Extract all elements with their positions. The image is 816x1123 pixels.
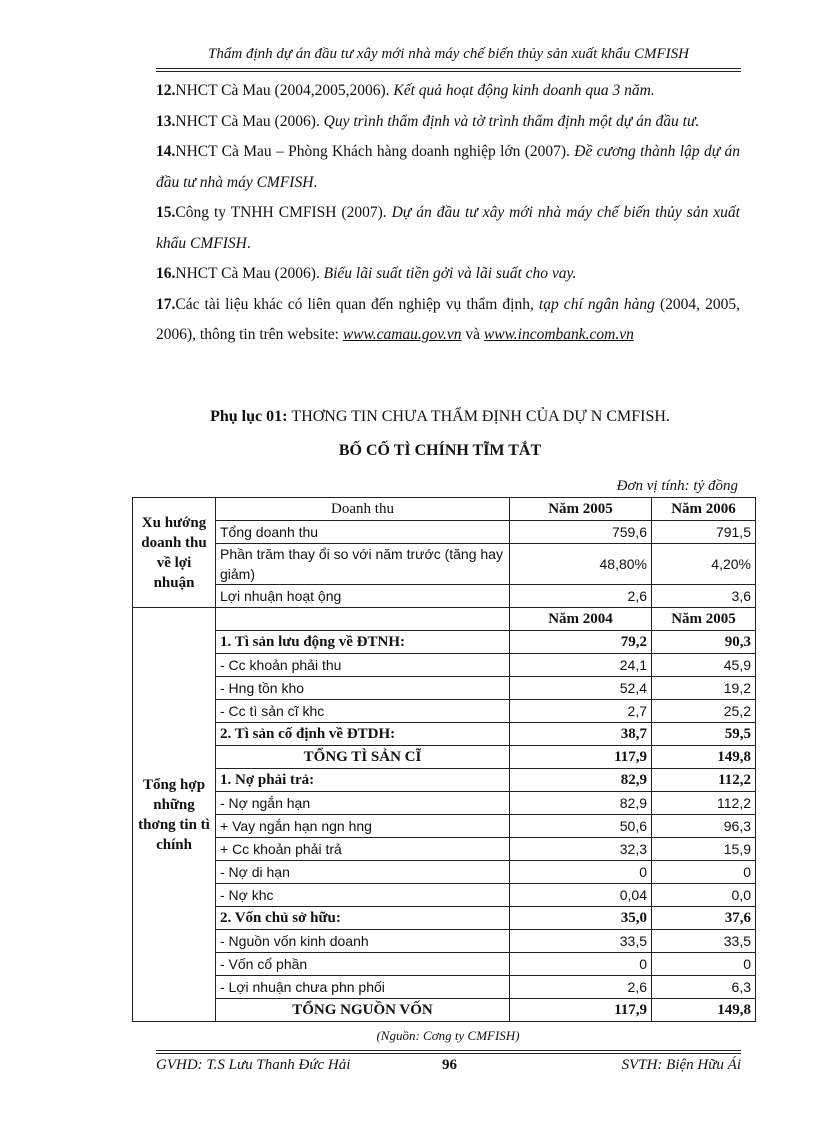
footer-student: SVTH: Biện Hữu Ái <box>621 1057 741 1073</box>
value-cell: 117,9 <box>510 746 652 769</box>
ref-title: tạp chí ngân hàng <box>538 295 655 313</box>
value-cell: 759,6 <box>510 521 652 544</box>
ref-title: Quy trình thẩm định và tờ trình thẩm định một dự án đầu tư. <box>323 112 700 130</box>
value-cell: 0 <box>510 953 652 976</box>
appendix-title <box>150 408 730 426</box>
table-row <box>133 677 756 700</box>
ref-after: . <box>313 173 318 191</box>
header-rule-thin <box>156 71 741 72</box>
ref-text: NHCT Cà Mau (2004,2005,2006). <box>175 82 394 99</box>
row-label: - Lợi nhuận chưa phn phối <box>216 976 510 999</box>
ref-and: và <box>461 326 484 343</box>
value-cell: 6,3 <box>652 976 756 999</box>
value-cell: 117,9 <box>510 999 652 1022</box>
column-header-year: Năm 2005 <box>652 608 756 631</box>
value-cell: 0 <box>652 953 756 976</box>
row-label: - Nợ di hạn <box>216 861 510 884</box>
appendix-title-text: THƠNG TIN CHƯA THẨM ĐỊNH CỦA DỰ N CMFISH. <box>291 408 670 425</box>
website-link-camau[interactable]: www.camau.gov.vn <box>342 326 462 343</box>
row-label: - Nợ ngắn hạn <box>216 792 510 815</box>
table-row <box>133 838 756 861</box>
table-row <box>133 884 756 907</box>
column-header-revenue: Doanh thu <box>216 498 510 521</box>
row-label: + Cc khoản phải trả <box>216 838 510 861</box>
value-cell: 0 <box>652 861 756 884</box>
ref-title: Kết quả hoạt động kinh doanh qua 3 năm. <box>393 82 655 99</box>
value-cell: 32,3 <box>510 838 652 861</box>
value-cell: 33,5 <box>652 930 756 953</box>
source-note: (Nguồn: Cơng ty CMFISH) <box>376 1028 520 1043</box>
ref-text: NHCT Cà Mau (2006). <box>175 112 324 130</box>
row-label: + Vay ngắn hạn ngn hng <box>216 815 510 838</box>
reference-item <box>156 76 740 107</box>
section-label-revenue: Xu hướng doanh thu về lợi nhuận <box>133 498 216 608</box>
row-label: Tổng doanh thu <box>216 521 510 544</box>
value-cell: 79,2 <box>510 631 652 654</box>
row-label: Lợi nhuận hoạt ộng <box>216 585 510 608</box>
ref-text: NHCT Cà Mau (2006). <box>175 265 324 282</box>
value-cell: 149,8 <box>652 999 756 1022</box>
ref-number: 15. <box>156 204 176 221</box>
value-cell: 96,3 <box>652 815 756 838</box>
reference-item <box>156 107 740 138</box>
footer-rule <box>156 1053 741 1054</box>
row-label: - Hng tồn kho <box>216 677 510 700</box>
value-cell: 0,0 <box>652 884 756 907</box>
reference-item <box>156 290 740 351</box>
table-row <box>133 746 756 769</box>
table-row <box>133 815 756 838</box>
value-cell: 112,2 <box>652 769 756 792</box>
empty-cell <box>216 608 510 631</box>
table-header-row <box>133 498 756 521</box>
table-row <box>133 521 756 544</box>
row-label: 2. Vốn chủ sở hữu: <box>216 907 510 930</box>
value-cell: 112,2 <box>652 792 756 815</box>
table-row <box>133 999 756 1022</box>
table-row <box>133 930 756 953</box>
row-label: TỔNG TÌ SẢN CĨ <box>216 746 510 769</box>
value-cell: 45,9 <box>652 654 756 677</box>
running-header: Thẩm định dự án đầu tư xây mới nhà máy chế biến thủy sản xuất khẩu CMFISH <box>208 46 689 62</box>
table-row <box>133 631 756 654</box>
value-cell: 0,04 <box>510 884 652 907</box>
appendix-label: Phụ lục 01: <box>210 408 292 425</box>
value-cell: 0 <box>510 861 652 884</box>
column-header-year: Năm 2006 <box>652 498 756 521</box>
row-label: 1. Nợ phải trả: <box>216 769 510 792</box>
row-label: - Nguồn vốn kinh doanh <box>216 930 510 953</box>
value-cell: 2,7 <box>510 700 652 723</box>
value-cell: 15,9 <box>652 838 756 861</box>
reference-item <box>156 137 740 198</box>
table-row <box>133 953 756 976</box>
value-cell: 48,80% <box>510 544 652 585</box>
table-row <box>133 723 756 746</box>
table-row <box>133 654 756 677</box>
section-label-finance: Tổng hợp những thơng tin tì chính <box>133 608 216 1022</box>
financial-summary-table <box>132 497 756 1022</box>
ref-title: Đề cương thành lập dự án đầu tư nhà máy CMFISH <box>156 143 740 191</box>
value-cell: 52,4 <box>510 677 652 700</box>
ref-number: 12. <box>156 82 176 99</box>
ref-title: Dự án đầu tư xây mới nhà máy chế biến thủy sản xuất khẩu CMFISH <box>156 204 740 252</box>
row-label: 2. Tì sản cố định về ĐTDH: <box>216 723 510 746</box>
table-row <box>133 861 756 884</box>
value-cell: 59,5 <box>652 723 756 746</box>
row-label: - Cc tì sản cĩ khc <box>216 700 510 723</box>
reference-list <box>156 76 740 351</box>
ref-text: NHCT Cà Mau – Phòng Khách hàng doanh nghiệp lớn (2007). <box>175 143 575 160</box>
header-rule <box>156 68 741 69</box>
ref-number: 14. <box>156 143 176 160</box>
ref-text: Các tài liệu khác có liên quan đến nghiệp vụ thẩm định, <box>175 295 539 313</box>
table-header-row <box>133 608 756 631</box>
row-label: - Vốn cổ phần <box>216 953 510 976</box>
ref-after: (2004, 2005, 2006), thông tin trên website: <box>156 295 740 343</box>
row-label: - Cc khoản phải thu <box>216 654 510 677</box>
value-cell: 791,5 <box>652 521 756 544</box>
table-row <box>133 544 756 585</box>
footer-instructor: GVHD: T.S Lưu Thanh Đức Hải <box>156 1057 351 1073</box>
appendix-subtitle: BỐ CỐ TÌ CHÍNH TĨM TẮT <box>338 442 542 459</box>
value-cell: 149,8 <box>652 746 756 769</box>
ref-title: Biểu lãi suất tiền gởi và lãi suất cho vay. <box>323 265 577 282</box>
value-cell: 24,1 <box>510 654 652 677</box>
value-cell: 38,7 <box>510 723 652 746</box>
website-link-incombank[interactable]: www.incombank.com.vn <box>483 326 634 343</box>
value-cell: 2,6 <box>510 976 652 999</box>
row-label: 1. Tì sản lưu động về ĐTNH: <box>216 631 510 654</box>
table-row <box>133 700 756 723</box>
row-label: TỔNG NGUỒN VỐN <box>216 999 510 1022</box>
table-row <box>133 585 756 608</box>
row-label: - Nợ khc <box>216 884 510 907</box>
value-cell: 4,20% <box>652 544 756 585</box>
unit-note: Đơn vị tính: tỷ đồng <box>616 478 738 494</box>
value-cell: 19,2 <box>652 677 756 700</box>
reference-item <box>156 259 740 290</box>
ref-number: 16. <box>156 265 176 282</box>
table-row <box>133 976 756 999</box>
table-row <box>133 907 756 930</box>
value-cell: 90,3 <box>652 631 756 654</box>
footer-rule-thin <box>156 1050 741 1051</box>
value-cell: 33,5 <box>510 930 652 953</box>
value-cell: 3,6 <box>652 585 756 608</box>
ref-after: . <box>246 234 251 252</box>
value-cell: 82,9 <box>510 792 652 815</box>
page-number: 96 <box>442 1057 457 1073</box>
table-row <box>133 769 756 792</box>
ref-text: Công ty TNHH CMFISH (2007). <box>175 204 392 221</box>
value-cell: 25,2 <box>652 700 756 723</box>
table-row <box>133 792 756 815</box>
column-header-year: Năm 2004 <box>510 608 652 631</box>
value-cell: 2,6 <box>510 585 652 608</box>
column-header-year: Năm 2005 <box>510 498 652 521</box>
reference-item <box>156 198 740 259</box>
ref-number: 13. <box>156 112 176 130</box>
row-label: Phần trăm thay ổi so với năm trước (tăng hay giảm) <box>216 544 510 585</box>
value-cell: 50,6 <box>510 815 652 838</box>
value-cell: 35,0 <box>510 907 652 930</box>
value-cell: 82,9 <box>510 769 652 792</box>
value-cell: 37,6 <box>652 907 756 930</box>
ref-number: 17. <box>156 295 176 313</box>
